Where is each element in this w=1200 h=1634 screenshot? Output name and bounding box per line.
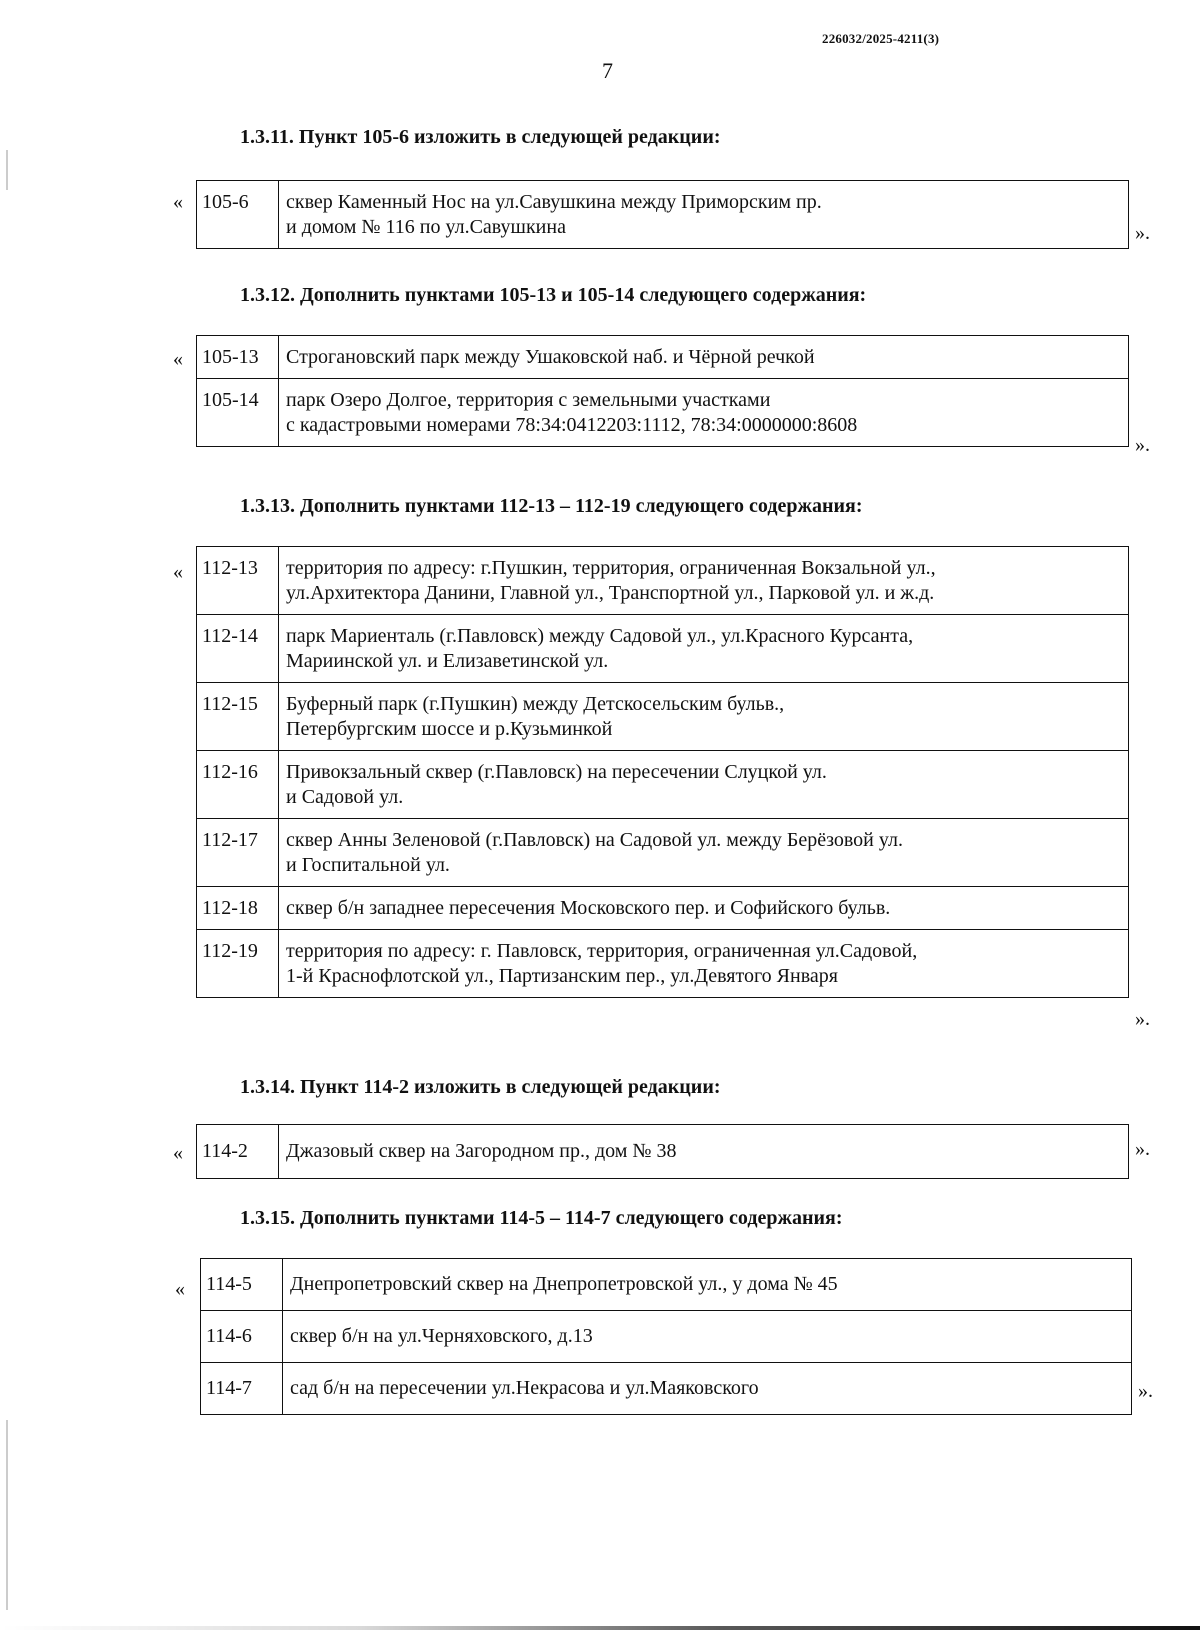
item-number: 112-17 [197, 819, 279, 887]
item-number: 112-18 [197, 887, 279, 930]
item-number: 112-14 [197, 615, 279, 683]
item-number: 112-13 [197, 547, 279, 615]
item-description-line: парк Озеро Долгое, территория с земельными участками [286, 389, 771, 411]
section-heading: 1.3.14. Пункт 114-2 изложить в следующей редакции: [240, 1076, 721, 1098]
item-number: 105-6 [197, 181, 279, 249]
table-row [197, 887, 1129, 930]
item-number: 114-6 [201, 1311, 283, 1363]
table-row [197, 336, 1129, 379]
item-number: 114-2 [197, 1125, 279, 1179]
item-number: 105-14 [197, 379, 279, 447]
table-row [197, 751, 1129, 819]
item-description [279, 336, 1129, 379]
item-description-line: Петербургским шоссе и р.Кузьминкой [286, 718, 613, 740]
close-quote: ». [1135, 434, 1150, 456]
item-description [283, 1311, 1132, 1363]
item-number: 114-5 [201, 1259, 283, 1311]
item-description-line: Буферный парк (г.Пушкин) между Детскосельским бульв., [286, 693, 785, 715]
item-description-line: сквер б/н западнее пересечения Московского пер. и Софийского бульв. [286, 897, 891, 919]
table-row [201, 1363, 1132, 1415]
section-heading: 1.3.11. Пункт 105-6 изложить в следующей редакции: [240, 126, 721, 148]
item-description [279, 181, 1129, 249]
item-description-line: и Госпитальной ул. [286, 854, 450, 876]
item-description-line: и домом № 116 по ул.Савушкина [286, 216, 566, 238]
items-table [196, 546, 1129, 998]
close-quote: ». [1135, 1008, 1150, 1030]
close-quote: ». [1135, 1138, 1150, 1160]
item-description-line: 1-й Краснофлотской ул., Партизанским пер., ул.Девятого Января [286, 965, 838, 987]
item-description [279, 379, 1129, 447]
document-number: 226032/2025-4211(3) [822, 31, 940, 46]
item-description-line: Строгановский парк между Ушаковской наб. и Чёрной речкой [286, 346, 815, 368]
open-quote: « [173, 348, 183, 370]
item-description-line: Привокзальный сквер (г.Павловск) на пересечении Слуцкой ул. [286, 761, 827, 783]
table-row [197, 683, 1129, 751]
item-description-line: сквер Анны Зеленовой (г.Павловск) на Садовой ул. между Берёзовой ул. [286, 829, 903, 851]
item-description-line: Мариинской ул. и Елизаветинской ул. [286, 650, 609, 672]
item-description-line: с кадастровыми номерами 78:34:0412203:1112, 78:34:0000000:8608 [286, 414, 858, 436]
item-description-line: территория по адресу: г. Павловск, территория, ограниченная ул.Садовой, [286, 940, 918, 962]
table-row [197, 1125, 1129, 1179]
close-quote: ». [1138, 1380, 1153, 1402]
item-description [279, 930, 1129, 998]
scan-mark [6, 150, 8, 190]
table-row [197, 930, 1129, 998]
items-table [196, 180, 1129, 249]
open-quote: « [173, 1142, 183, 1164]
item-description [279, 751, 1129, 819]
items-table [196, 335, 1129, 447]
scan-mark [6, 1420, 8, 1610]
section-heading: 1.3.15. Дополнить пунктами 114-5 – 114-7 следующего содержания: [240, 1207, 843, 1229]
table-row [201, 1259, 1132, 1311]
close-quote: ». [1135, 222, 1150, 244]
item-number: 112-16 [197, 751, 279, 819]
item-description [279, 819, 1129, 887]
item-description [283, 1363, 1132, 1415]
item-number: 112-15 [197, 683, 279, 751]
item-description-line: сквер б/н на ул.Черняховского, д.13 [290, 1325, 593, 1347]
table-row [197, 379, 1129, 447]
items-table [200, 1258, 1132, 1415]
open-quote: « [175, 1278, 185, 1300]
item-description [283, 1259, 1132, 1311]
table-row [197, 819, 1129, 887]
item-number: 105-13 [197, 336, 279, 379]
item-description-line: и Садовой ул. [286, 786, 404, 808]
scan-edge-line [0, 1626, 1200, 1630]
table-row [197, 547, 1129, 615]
item-description-line: Днепропетровский сквер на Днепропетровской ул., у дома № 45 [290, 1273, 838, 1295]
section-heading: 1.3.12. Дополнить пунктами 105-13 и 105-14 следующего содержания: [240, 284, 867, 306]
item-description-line: территория по адресу: г.Пушкин, территория, ограниченная Вокзальной ул., [286, 557, 936, 579]
table-row [201, 1311, 1132, 1363]
item-number: 112-19 [197, 930, 279, 998]
item-description [279, 547, 1129, 615]
item-description-line: сквер Каменный Нос на ул.Савушкина между Приморским пр. [286, 191, 822, 213]
item-description [279, 887, 1129, 930]
open-quote: « [173, 561, 183, 583]
items-table [196, 1124, 1129, 1179]
open-quote: « [173, 191, 183, 213]
item-description-line: ул.Архитектора Данини, Главной ул., Транспортной ул., Парковой ул. и ж.д. [286, 582, 935, 604]
item-number: 114-7 [201, 1363, 283, 1415]
table-row [197, 181, 1129, 249]
item-description [279, 1125, 1129, 1179]
item-description [279, 683, 1129, 751]
page-number: 7 [602, 58, 613, 83]
item-description-line: Джазовый сквер на Загородном пр., дом № 38 [286, 1140, 677, 1162]
item-description [279, 615, 1129, 683]
item-description-line: парк Мариенталь (г.Павловск) между Садовой ул., ул.Красного Курсанта, [286, 625, 914, 647]
table-row [197, 615, 1129, 683]
item-description-line: сад б/н на пересечении ул.Некрасова и ул.Маяковского [290, 1377, 759, 1399]
section-heading: 1.3.13. Дополнить пунктами 112-13 – 112-19 следующего содержания: [240, 495, 863, 517]
